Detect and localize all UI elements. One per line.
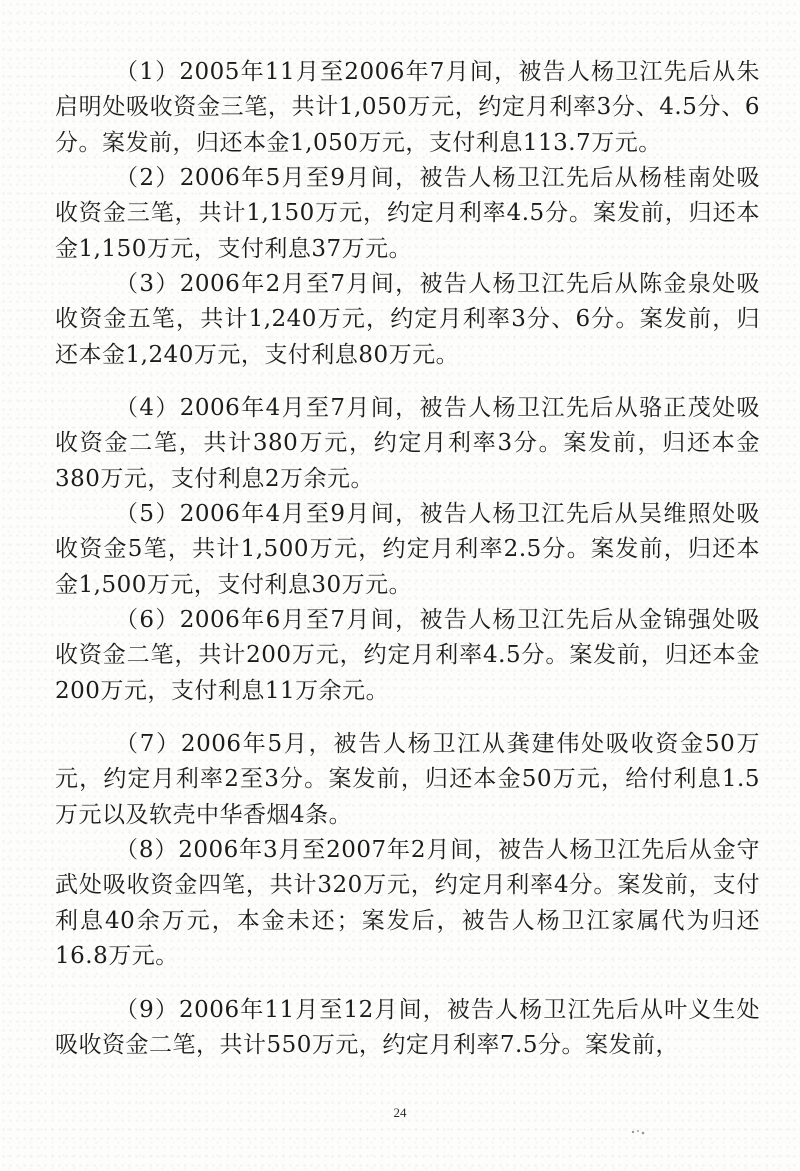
page-number: 24: [393, 1105, 407, 1120]
paragraph-6: （6）2006年6月至7月间，被告人杨卫江先后从金锦强处吸收资金二笔，共计200万元，约定月利率4.5分。案发前，归还本金200万元，支付利息11万余元。: [55, 607, 760, 704]
paragraph-5: （5）2006年4月至9月间，被告人杨卫江先后从吴维照处吸收资金5笔，共计1,500万元，约定月利率2.5分。案发前，归还本金1,500万元，支付利息30万元。: [55, 501, 760, 598]
scan-speck-mark: [630, 1128, 648, 1136]
paragraph-8: （8）2006年3月至2007年2月间，被告人杨卫江先后从金守武处吸收资金四笔，共计320万元，约定月利率4分。案发前，支付利息40余万元，本金未还；案发后，被告人杨卫江家属代为归还16.8万元。: [55, 837, 760, 969]
paragraph-7: （7）2006年5月，被告人杨卫江从龚建伟处吸收资金50万元，约定月利率2至3分。案发前，归还本金50万元，给付利息1.5万元以及软壳中华香烟4条。: [55, 731, 760, 828]
paragraph-9: （9）2006年11月至12月间，被告人杨卫江先后从叶义生处吸收资金二笔，共计550万元，约定月利率7.5分。案发前，: [55, 997, 760, 1059]
paragraph-1: （1）2005年11月至2006年7月间，被告人杨卫江先后从朱启明处吸收资金三笔，共计1,050万元，约定月利率3分、4.5分、6分。案发前，归还本金1,050万元，支付利息113.7万元。: [55, 59, 760, 156]
paragraph-2: （2）2006年5月至9月间，被告人杨卫江先后从杨桂南处吸收资金三笔，共计1,150万元，约定月利率4.5分。案发前，归还本金1,150万元，支付利息37万元。: [55, 165, 760, 262]
paragraph-4: （4）2006年4月至7月间，被告人杨卫江先后从骆正茂处吸收资金二笔，共计380万元，约定月利率3分。案发前，归还本金380万元，支付利息2万余元。: [55, 395, 760, 492]
paragraph-3: （3）2006年2月至7月间，被告人杨卫江先后从陈金泉处吸收资金五笔，共计1,240万元，约定月利率3分、6分。案发前，归还本金1,240万元，支付利息80万元。: [55, 271, 760, 368]
